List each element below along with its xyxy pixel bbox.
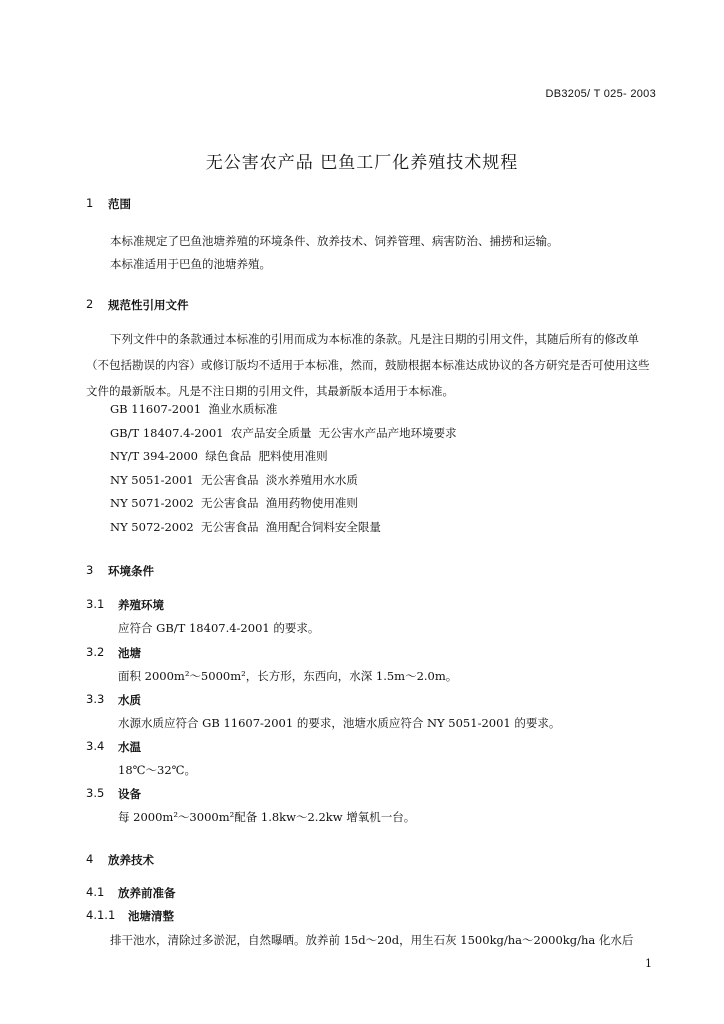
section-1	[86, 196, 658, 212]
document-code: DB3205/ T 025- 2003	[545, 88, 656, 100]
subsection-4-1-1	[86, 908, 658, 948]
reference-item: NY 5072-2002 无公害食品 渔用配合饲料安全限量	[110, 519, 381, 534]
subsection-title: 水温	[118, 740, 141, 754]
subsection-number: 4.1.1	[86, 908, 116, 922]
subsection-text: 水源水质应符合 GB 11607-2001 的要求，池塘水质应符合 NY 5051-2001 的要求。	[118, 716, 561, 730]
subsection-heading	[86, 645, 658, 661]
section-title: 放养技术	[108, 853, 154, 867]
subsection-3-4	[86, 739, 658, 778]
subsection-3-5	[86, 786, 658, 825]
section-number: 1	[86, 196, 94, 210]
subsection-3-3	[86, 692, 658, 731]
section-3	[86, 563, 658, 579]
reference-item: NY 5071-2002 无公害食品 渔用药物使用准则	[110, 496, 358, 510]
section-title: 环境条件	[108, 564, 154, 578]
subsection-text: 应符合 GB/T 18407.4-2001 的要求。	[118, 621, 320, 635]
subsection-number: 3.2	[86, 645, 105, 659]
subsection-heading	[86, 692, 658, 708]
subsection-number: 3.4	[86, 739, 105, 753]
subsection-number: 3.1	[86, 597, 105, 611]
subsection-title: 池塘清整	[128, 909, 174, 923]
subsection-heading	[86, 597, 658, 613]
section-heading	[86, 196, 658, 212]
subsection-text: 排干池水，清除过多淤泥，自然曝晒。放养前 15d～20d，用生石灰 1500kg/ha～2000kg/ha 化水后	[110, 933, 634, 947]
subsection-text: 每 2000m²～3000m²配备 1.8kw～2.2kw 增氧机一台。	[118, 810, 416, 824]
reference-item: GB/T 18407.4-2001 农产品安全质量 无公害水产品产地环境要求	[110, 425, 457, 440]
section-title: 范围	[108, 197, 131, 211]
subsection-title: 放养前准备	[118, 886, 176, 900]
section-title: 规范性引用文件	[108, 298, 189, 312]
subsection-3-2	[86, 645, 658, 684]
paragraph: 下列文件中的条款通过本标准的引用而成为本标准的条款。凡是注日期的引用文件，其随后所有的修改单（不包括勘误的内容）或修订版均不适用于本标准，然而，鼓励根据本标准达成协议的各方研究是否可使用这些文件的最新版本。凡是不注日期的引用文件，其最新版本适用于本标准。	[86, 332, 650, 398]
subsection-title: 池塘	[118, 646, 141, 660]
subsection-text: 面积 2000m²～5000m²，长方形，东西向，水深 1.5m～2.0m。	[118, 669, 458, 683]
section-2	[86, 297, 658, 313]
page-title: 无公害农产品 巴鱼工厂化养殖技术规程	[205, 153, 519, 173]
subsection-heading	[86, 908, 658, 924]
reference-item: NY/T 394-2000 绿色食品 肥料使用准则	[110, 449, 328, 463]
section-heading	[86, 297, 658, 313]
reference-item: GB 11607-2001 渔业水质标准	[110, 402, 278, 416]
section-heading	[86, 563, 658, 579]
reference-item: NY 5051-2001 无公害食品 淡水养殖用水水质	[110, 472, 358, 487]
subsection-number: 3.3	[86, 692, 105, 706]
subsection-title: 设备	[118, 787, 141, 801]
subsection-heading	[86, 739, 658, 755]
subsection-title: 养殖环境	[118, 598, 164, 612]
section-number: 3	[86, 563, 94, 577]
section-number: 4	[86, 852, 94, 866]
paragraph: 本标准适用于巴鱼的池塘养殖。	[110, 257, 271, 271]
subsection-4-1	[86, 885, 658, 901]
reference-list	[86, 398, 658, 539]
paragraph: 本标准规定了巴鱼池塘养殖的环境条件、放养技术、饲养管理、病害防治、捕捞和运输。	[110, 234, 559, 248]
subsection-number: 4.1	[86, 885, 105, 899]
section-heading	[86, 852, 658, 868]
section-2-body	[86, 326, 658, 404]
subsection-heading	[86, 885, 658, 901]
subsection-text: 18℃～32℃。	[118, 763, 196, 777]
subsection-heading	[86, 786, 658, 802]
subsection-title: 水质	[118, 693, 141, 707]
section-number: 2	[86, 297, 94, 311]
subsection-3-1	[86, 597, 658, 636]
section-4	[86, 852, 658, 868]
section-1-body	[86, 230, 658, 276]
subsection-number: 3.5	[86, 786, 105, 800]
page-number: 1	[645, 957, 652, 970]
